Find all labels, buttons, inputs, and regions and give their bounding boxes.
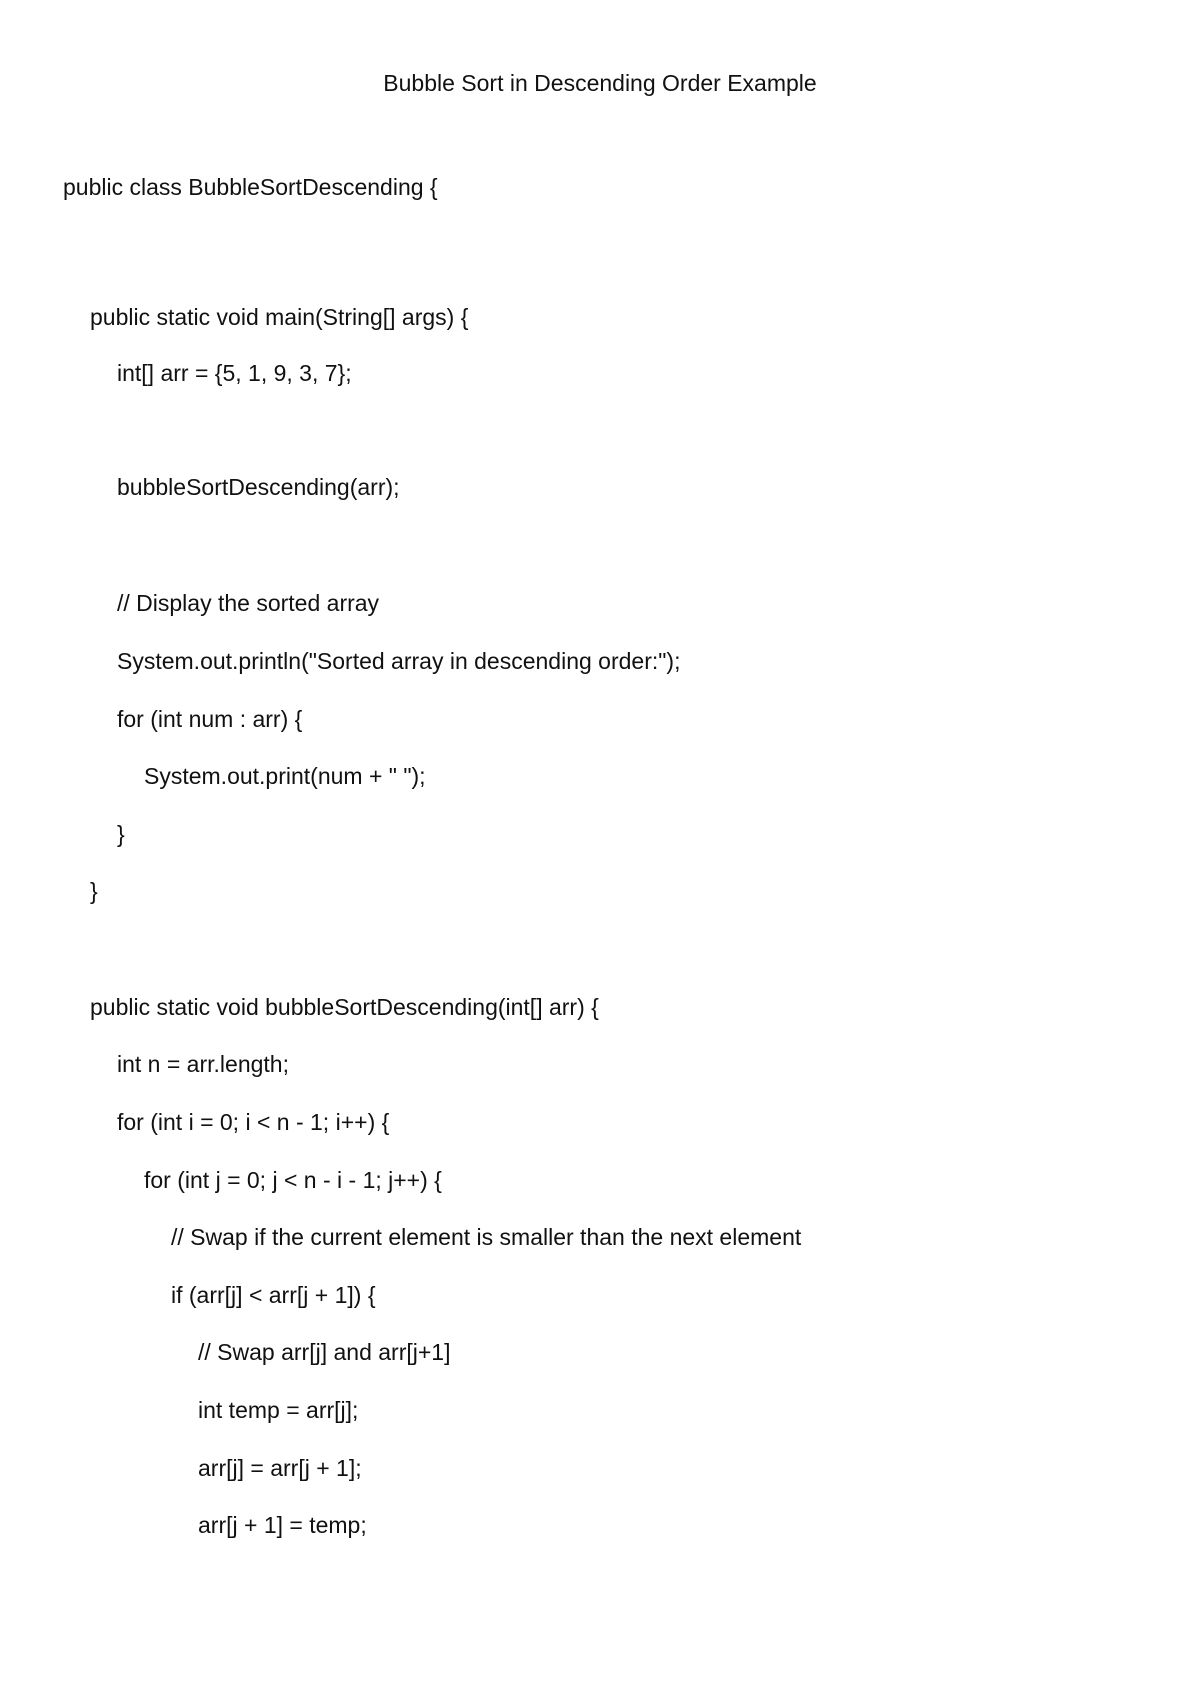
code-line: int temp = arr[j]; <box>198 1397 359 1423</box>
code-line: arr[j + 1] = temp; <box>198 1512 367 1538</box>
code-line: public class BubbleSortDescending { <box>63 174 438 200</box>
code-line: for (int num : arr) { <box>117 706 303 732</box>
code-line: } <box>90 878 98 904</box>
code-line: System.out.print(num + " "); <box>144 763 426 789</box>
code-line: System.out.println("Sorted array in descending order:"); <box>117 648 681 674</box>
code-line: int n = arr.length; <box>117 1051 289 1077</box>
code-line: bubbleSortDescending(arr); <box>117 474 400 500</box>
code-line: arr[j] = arr[j + 1]; <box>198 1455 362 1481</box>
code-line: if (arr[j] < arr[j + 1]) { <box>171 1282 376 1308</box>
code-line: public static void main(String[] args) { <box>90 304 469 330</box>
document-title: Bubble Sort in Descending Order Example <box>383 70 817 96</box>
code-line: int[] arr = {5, 1, 9, 3, 7}; <box>117 360 352 386</box>
code-line: } <box>117 821 125 847</box>
code-line: for (int j = 0; j < n - i - 1; j++) { <box>144 1167 442 1193</box>
code-line: // Swap if the current element is smaller than the next element <box>171 1224 802 1250</box>
code-line: for (int i = 0; i < n - 1; i++) { <box>117 1109 390 1135</box>
code-line: public static void bubbleSortDescending(int[] arr) { <box>90 994 599 1020</box>
code-line: // Swap arr[j] and arr[j+1] <box>198 1339 451 1365</box>
code-line: // Display the sorted array <box>117 590 380 616</box>
